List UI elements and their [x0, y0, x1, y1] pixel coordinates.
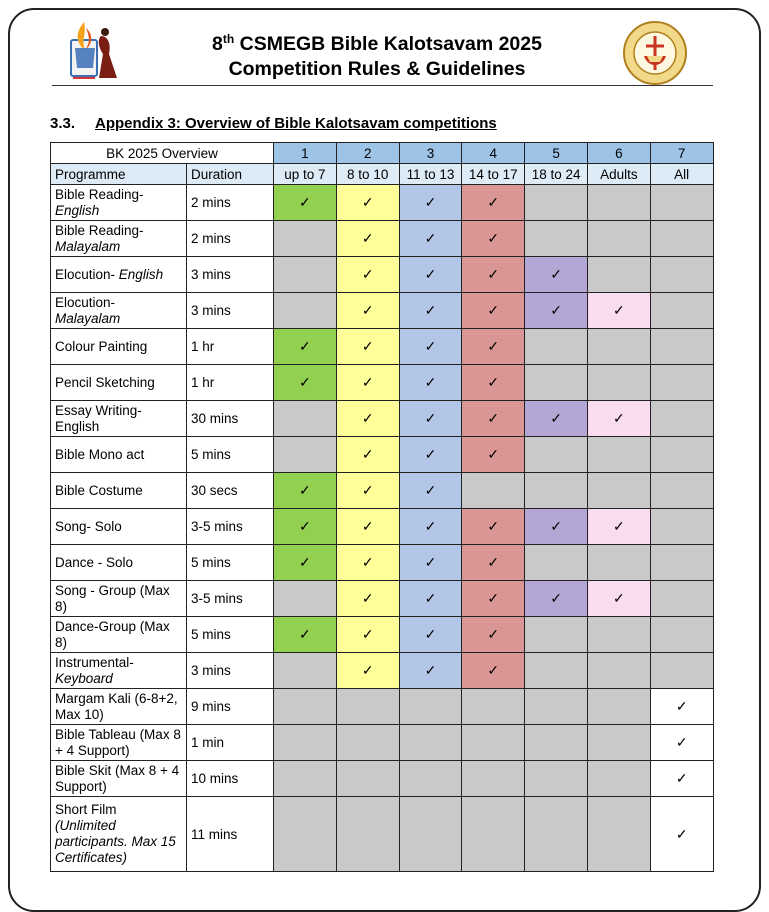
check-mark: ✓ [399, 401, 462, 437]
check-mark: ✓ [274, 545, 337, 581]
check-mark: ✓ [336, 257, 399, 293]
table-row [51, 689, 714, 725]
check-mark: ✓ [336, 509, 399, 545]
na-cell [587, 221, 650, 257]
table-row [51, 293, 714, 329]
age-range: All [650, 164, 713, 185]
check-mark: ✓ [399, 185, 462, 221]
na-cell [462, 689, 525, 725]
check-mark: ✓ [650, 689, 713, 725]
check-mark: ✓ [462, 581, 525, 617]
na-cell [274, 401, 337, 437]
na-cell [462, 797, 525, 872]
duration-cell: 10 mins [187, 761, 274, 797]
programme-cell: Pencil Sketching [51, 365, 187, 401]
check-mark: ✓ [336, 221, 399, 257]
group-number: 1 [274, 143, 337, 164]
check-mark: ✓ [274, 185, 337, 221]
check-mark: ✓ [462, 221, 525, 257]
title-line-1: 8th CSMEGB Bible Kalotsavam 2025 [212, 32, 542, 55]
check-mark: ✓ [336, 401, 399, 437]
programme-cell: Bible Tableau (Max 8 + 4 Support) [51, 725, 187, 761]
group-number: 2 [336, 143, 399, 164]
table-row [51, 329, 714, 365]
group-number: 5 [525, 143, 588, 164]
na-cell [587, 797, 650, 872]
check-mark: ✓ [462, 401, 525, 437]
na-cell [587, 365, 650, 401]
duration-cell: 3-5 mins [187, 509, 274, 545]
table-row [51, 437, 714, 473]
check-mark: ✓ [587, 581, 650, 617]
na-cell [525, 221, 588, 257]
programme-cell: Bible Reading- English [51, 185, 187, 221]
document-title [140, 32, 614, 82]
programme-cell: Song - Group (Max 8) [51, 581, 187, 617]
check-mark: ✓ [650, 761, 713, 797]
competition-overview-table [50, 142, 714, 872]
na-cell [587, 725, 650, 761]
duration-cell: 3 mins [187, 293, 274, 329]
check-mark: ✓ [274, 473, 337, 509]
programme-cell: Bible Reading- Malayalam [51, 221, 187, 257]
na-cell [525, 365, 588, 401]
na-cell [399, 689, 462, 725]
na-cell [525, 329, 588, 365]
overview-label: BK 2025 Overview [51, 143, 274, 164]
na-cell [525, 545, 588, 581]
table-row [51, 653, 714, 689]
title-line-2: Competition Rules & Guidelines [228, 58, 526, 80]
check-mark: ✓ [399, 545, 462, 581]
check-mark: ✓ [650, 725, 713, 761]
na-cell [650, 653, 713, 689]
check-mark: ✓ [399, 581, 462, 617]
check-mark: ✓ [399, 437, 462, 473]
check-mark: ✓ [525, 581, 588, 617]
age-range: 8 to 10 [336, 164, 399, 185]
programme-cell: Colour Painting [51, 329, 187, 365]
check-mark: ✓ [336, 473, 399, 509]
programme-cell: Elocution- Malayalam [51, 293, 187, 329]
na-cell [587, 689, 650, 725]
header-divider [52, 85, 713, 86]
duration-cell: 3 mins [187, 257, 274, 293]
check-mark: ✓ [462, 365, 525, 401]
na-cell [525, 653, 588, 689]
duration-cell: 1 hr [187, 365, 274, 401]
check-mark: ✓ [336, 329, 399, 365]
na-cell [650, 185, 713, 221]
na-cell [525, 185, 588, 221]
check-mark: ✓ [462, 653, 525, 689]
na-cell [274, 437, 337, 473]
kalotsavam-logo [65, 18, 125, 86]
programme-cell: Short Film (Unlimited participants. Max 15 Certificates) [51, 797, 187, 872]
programme-header: Programme [51, 164, 187, 185]
programme-cell: Dance - Solo [51, 545, 187, 581]
age-range: 14 to 17 [462, 164, 525, 185]
na-cell [274, 653, 337, 689]
check-mark: ✓ [399, 329, 462, 365]
na-cell [462, 725, 525, 761]
duration-cell: 3 mins [187, 653, 274, 689]
na-cell [587, 761, 650, 797]
table-row [51, 401, 714, 437]
check-mark: ✓ [274, 617, 337, 653]
duration-cell: 30 secs [187, 473, 274, 509]
check-mark: ✓ [462, 545, 525, 581]
table-row [51, 185, 714, 221]
duration-cell: 3-5 mins [187, 581, 274, 617]
check-mark: ✓ [525, 401, 588, 437]
na-cell [650, 365, 713, 401]
check-mark: ✓ [336, 365, 399, 401]
na-cell [274, 725, 337, 761]
na-cell [525, 689, 588, 725]
check-mark: ✓ [587, 401, 650, 437]
group-number: 6 [587, 143, 650, 164]
age-range: up to 7 [274, 164, 337, 185]
table-row [51, 581, 714, 617]
na-cell [336, 761, 399, 797]
na-cell [650, 509, 713, 545]
age-range: 18 to 24 [525, 164, 588, 185]
na-cell [650, 473, 713, 509]
apostolate-seal-logo [622, 20, 688, 86]
table-row [51, 725, 714, 761]
duration-cell: 5 mins [187, 617, 274, 653]
na-cell [587, 617, 650, 653]
table-row [51, 545, 714, 581]
check-mark: ✓ [274, 329, 337, 365]
programme-cell: Dance-Group (Max 8) [51, 617, 187, 653]
na-cell [274, 293, 337, 329]
check-mark: ✓ [399, 473, 462, 509]
duration-cell: 5 mins [187, 437, 274, 473]
duration-cell: 11 mins [187, 797, 274, 872]
table-row [51, 761, 714, 797]
na-cell [587, 473, 650, 509]
age-range: 11 to 13 [399, 164, 462, 185]
na-cell [399, 725, 462, 761]
group-number-row [51, 143, 714, 164]
na-cell [587, 653, 650, 689]
duration-cell: 2 mins [187, 221, 274, 257]
check-mark: ✓ [336, 617, 399, 653]
na-cell [650, 581, 713, 617]
na-cell [274, 689, 337, 725]
na-cell [336, 725, 399, 761]
table-row [51, 257, 714, 293]
programme-cell: Instrumental- Keyboard [51, 653, 187, 689]
na-cell [650, 221, 713, 257]
check-mark: ✓ [462, 509, 525, 545]
check-mark: ✓ [399, 509, 462, 545]
duration-cell: 2 mins [187, 185, 274, 221]
na-cell [525, 761, 588, 797]
table-row [51, 221, 714, 257]
na-cell [587, 185, 650, 221]
na-cell [587, 545, 650, 581]
section-title: Appendix 3: Overview of Bible Kalotsavam competitions [95, 115, 497, 132]
check-mark: ✓ [399, 293, 462, 329]
check-mark: ✓ [650, 797, 713, 872]
na-cell [525, 617, 588, 653]
check-mark: ✓ [587, 509, 650, 545]
table-row [51, 509, 714, 545]
na-cell [587, 257, 650, 293]
check-mark: ✓ [399, 617, 462, 653]
na-cell [336, 689, 399, 725]
check-mark: ✓ [525, 509, 588, 545]
check-mark: ✓ [462, 257, 525, 293]
programme-cell: Essay Writing-English [51, 401, 187, 437]
na-cell [525, 437, 588, 473]
na-cell [274, 797, 337, 872]
table-row [51, 365, 714, 401]
na-cell [650, 257, 713, 293]
na-cell [650, 545, 713, 581]
na-cell [274, 581, 337, 617]
na-cell [336, 797, 399, 872]
check-mark: ✓ [462, 293, 525, 329]
check-mark: ✓ [399, 365, 462, 401]
check-mark: ✓ [274, 509, 337, 545]
group-number: 4 [462, 143, 525, 164]
check-mark: ✓ [462, 185, 525, 221]
check-mark: ✓ [462, 329, 525, 365]
check-mark: ✓ [525, 257, 588, 293]
duration-cell: 5 mins [187, 545, 274, 581]
section-heading [50, 115, 497, 132]
check-mark: ✓ [399, 221, 462, 257]
section-number: 3.3. [50, 115, 76, 132]
na-cell [650, 293, 713, 329]
na-cell [650, 617, 713, 653]
table-row [51, 617, 714, 653]
check-mark: ✓ [525, 293, 588, 329]
na-cell [525, 797, 588, 872]
na-cell [399, 797, 462, 872]
programme-cell: Song- Solo [51, 509, 187, 545]
programme-cell: Bible Skit (Max 8 + 4 Support) [51, 761, 187, 797]
check-mark: ✓ [336, 293, 399, 329]
column-header-row [51, 164, 714, 185]
na-cell [650, 329, 713, 365]
programme-cell: Bible Mono act [51, 437, 187, 473]
check-mark: ✓ [462, 617, 525, 653]
na-cell [650, 401, 713, 437]
check-mark: ✓ [336, 581, 399, 617]
na-cell [650, 437, 713, 473]
na-cell [587, 437, 650, 473]
group-number: 7 [650, 143, 713, 164]
programme-cell: Elocution- English [51, 257, 187, 293]
check-mark: ✓ [336, 653, 399, 689]
check-mark: ✓ [336, 545, 399, 581]
na-cell [462, 473, 525, 509]
programme-cell: Bible Costume [51, 473, 187, 509]
check-mark: ✓ [399, 653, 462, 689]
na-cell [462, 761, 525, 797]
duration-header: Duration [187, 164, 274, 185]
age-range: Adults [587, 164, 650, 185]
table-row [51, 473, 714, 509]
duration-cell: 9 mins [187, 689, 274, 725]
duration-cell: 1 hr [187, 329, 274, 365]
check-mark: ✓ [399, 257, 462, 293]
group-number: 3 [399, 143, 462, 164]
check-mark: ✓ [587, 293, 650, 329]
na-cell [274, 257, 337, 293]
table-row [51, 797, 714, 872]
na-cell [274, 761, 337, 797]
na-cell [525, 725, 588, 761]
duration-cell: 1 min [187, 725, 274, 761]
na-cell [274, 221, 337, 257]
duration-cell: 30 mins [187, 401, 274, 437]
check-mark: ✓ [274, 365, 337, 401]
check-mark: ✓ [336, 185, 399, 221]
check-mark: ✓ [462, 437, 525, 473]
na-cell [525, 473, 588, 509]
na-cell [587, 329, 650, 365]
programme-cell: Margam Kali (6-8+2, Max 10) [51, 689, 187, 725]
check-mark: ✓ [336, 437, 399, 473]
na-cell [399, 761, 462, 797]
